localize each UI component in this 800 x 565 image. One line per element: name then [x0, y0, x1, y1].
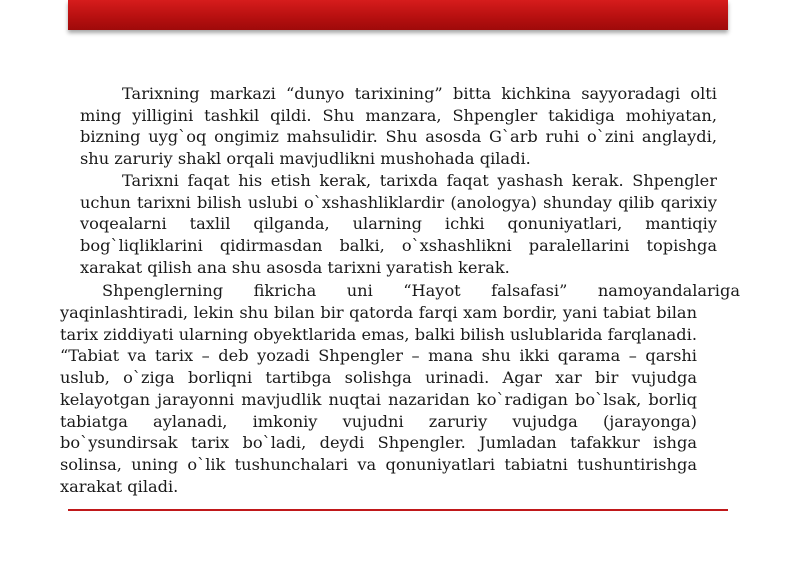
paragraph-1-text: Tarixning markazi “dunyo tarixining” bitta kichkina sayyoradagi olti ming yilligini tashkil qildi. Shu manzara, Shpengler takidiga mohiyatan, bizning uyg`oq ongimiz mahsulidir. Shu asosda G`arb ruhi o`zini anglaydi, shu zaruriy shakl orqali mavjudlikni mushohada qiladi.	[80, 84, 717, 169]
paragraph-1	[80, 83, 717, 170]
paragraph-3-first-line	[60, 280, 740, 302]
paragraph-2-text: Tarixni faqat his etish kerak, tarixda faqat yashash kerak. Shpengler uchun tarixni bilish uslubi o`xshashliklardir (anologya) shunday qilib qarixiy voqealarni taxlil qilganda, ularning ichki qonuniyatlari, mantiqiy bog`liqliklarini qidirmasdan balki, o`xshashlikni paralellarini topishga xarakat qilish ana shu asosda tarixni yaratish kerak.	[80, 171, 717, 277]
word: falsafasi”	[491, 281, 568, 300]
header-bar	[68, 0, 728, 30]
word: uni	[346, 281, 373, 300]
paragraph-2	[80, 170, 717, 279]
word: Shpenglerning	[102, 281, 224, 300]
footer-divider	[68, 509, 728, 511]
word: “Hayot	[403, 281, 461, 300]
word: namoyandalariga	[597, 281, 740, 300]
word: fikricha	[253, 281, 317, 300]
paragraph-3: yaqinlashtiradi, lekin shu bilan bir qatorda farqi xam bordir, yani tabiat bilan tarix ziddiyati ularning obyektlarida emas, balki bilish uslublarida farqlanadi. “Tabiat va tarix – deb yozadi Shpengler – mana shu ikki qarama – qarshi uslub, o`ziga borliqni tartibga solishga urinadi. Agar xar bir vujudga kelayotgan jarayonni mavjudlik nuqtai nazaridan ko`radigan bo`lsak, borliq tabiatga aylanadi, imkoniy vujudni zaruriy vujudga (jarayonga) bo`ysundirsak tarix bo`ladi, deydi Shpengler. Jumladan tafakkur ishga solinsa, uning o`lik tushunchalari va qonuniyatlari tabiatni tushuntirishga xarakat qiladi.	[60, 303, 697, 496]
